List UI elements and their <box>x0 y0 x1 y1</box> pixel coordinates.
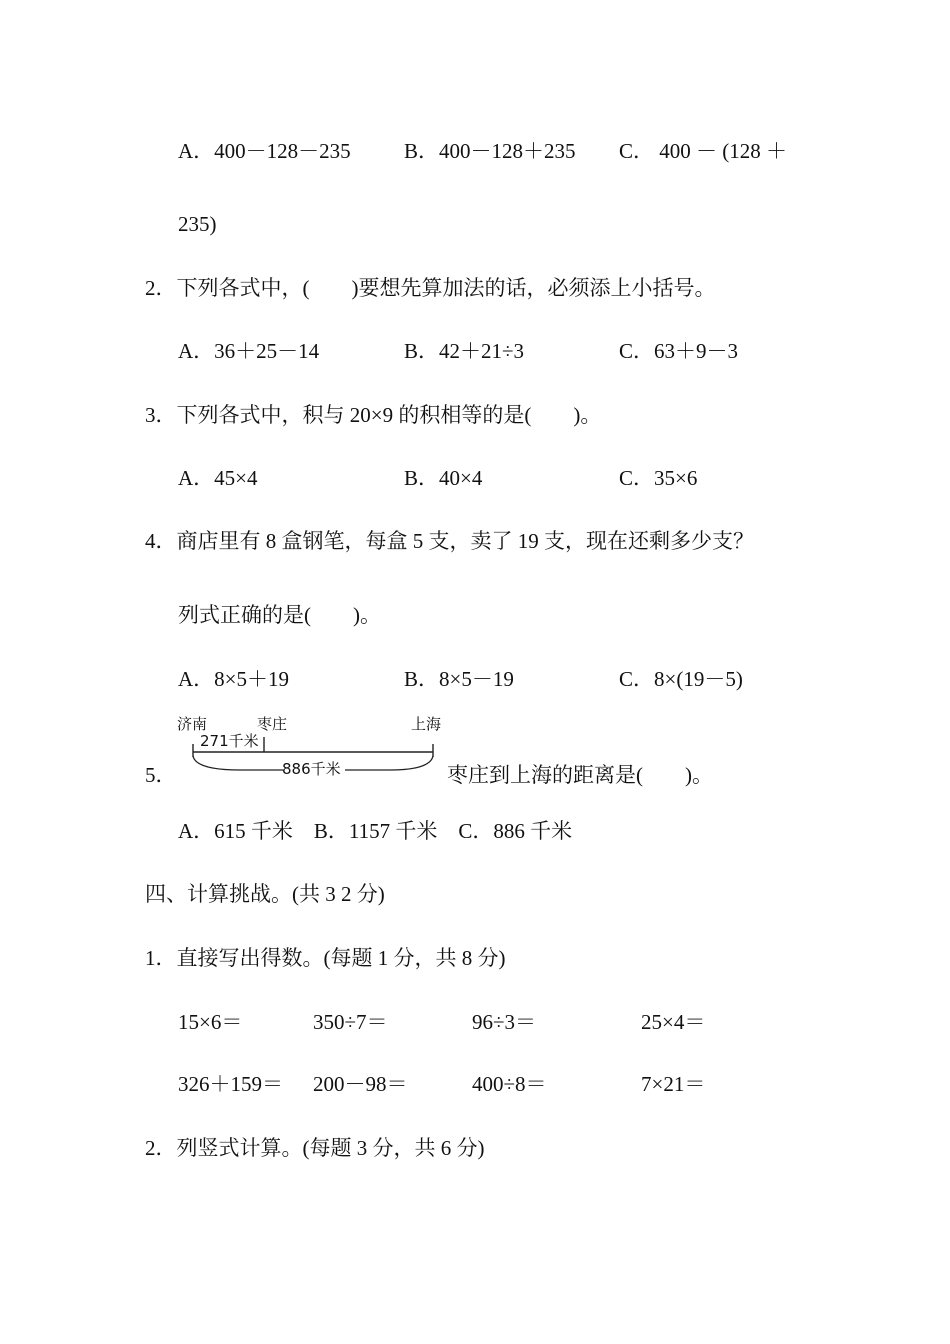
calc-item: 25×4＝ <box>641 1010 706 1034</box>
section-4-part-2: 2．列竖式计算。(每题 3 分，共 6 分) <box>145 1136 485 1160</box>
q5-number: 5． <box>145 763 177 787</box>
q2-option-b: B．42＋21÷3 <box>404 339 525 363</box>
q2-option-a: A．36＋25－14 <box>178 339 320 363</box>
q1-option-c-continued: 235) <box>178 212 217 236</box>
q3-option-a: A．45×4 <box>178 466 258 490</box>
q4-option-c: C．8×(19－5) <box>619 667 743 691</box>
q1-option-a: A．400－128－235 <box>178 139 351 163</box>
calc-item: 15×6＝ <box>178 1010 243 1034</box>
q5-stem: 枣庄到上海的距离是( )。 <box>447 763 713 787</box>
calc-item: 326＋159＝ <box>178 1072 283 1096</box>
city-zaozhuang: 枣庄 <box>257 715 288 733</box>
q4-stem-continued: 列式正确的是( )。 <box>178 603 381 627</box>
calc-item: 7×21＝ <box>641 1072 706 1096</box>
q4-option-b: B．8×5－19 <box>404 667 514 691</box>
q4-stem: 4．商店里有 8 盒钢笔，每盒 5 支，卖了 19 支，现在还剩多少支？ <box>145 529 754 553</box>
section-4-title: 四、计算挑战。(共 3 2 分) <box>145 882 385 906</box>
q3-option-c: C．35×6 <box>619 466 698 490</box>
city-shanghai: 上海 <box>411 715 442 733</box>
q2-option-c: C．63＋9－3 <box>619 339 739 363</box>
calc-item: 200－98＝ <box>313 1072 408 1096</box>
city-jinan: 济南 <box>177 715 208 733</box>
distance-jinan-shanghai: 886千米 <box>282 760 341 778</box>
q5-options: A．615 千米 B．1157 千米 C．886 千米 <box>178 819 573 843</box>
q1-option-c: C． 400 － (128 ＋ <box>619 139 787 163</box>
q4-option-a: A．8×5＋19 <box>178 667 290 691</box>
q3-stem: 3．下列各式中，积与 20×9 的积相等的是( )。 <box>145 403 602 427</box>
q3-option-b: B．40×4 <box>404 466 483 490</box>
calc-item: 350÷7＝ <box>313 1010 388 1034</box>
calc-item: 96÷3＝ <box>472 1010 537 1034</box>
q1-option-b: B．400－128＋235 <box>404 139 576 163</box>
section-4-part-1: 1．直接写出得数。(每题 1 分，共 8 分) <box>145 946 506 970</box>
q2-stem: 2．下列各式中，( )要想先算加法的话，必须添上小括号。 <box>145 276 716 300</box>
distance-jinan-zaozhuang: 271千米 <box>200 732 259 750</box>
calc-item: 400÷8＝ <box>472 1072 547 1096</box>
